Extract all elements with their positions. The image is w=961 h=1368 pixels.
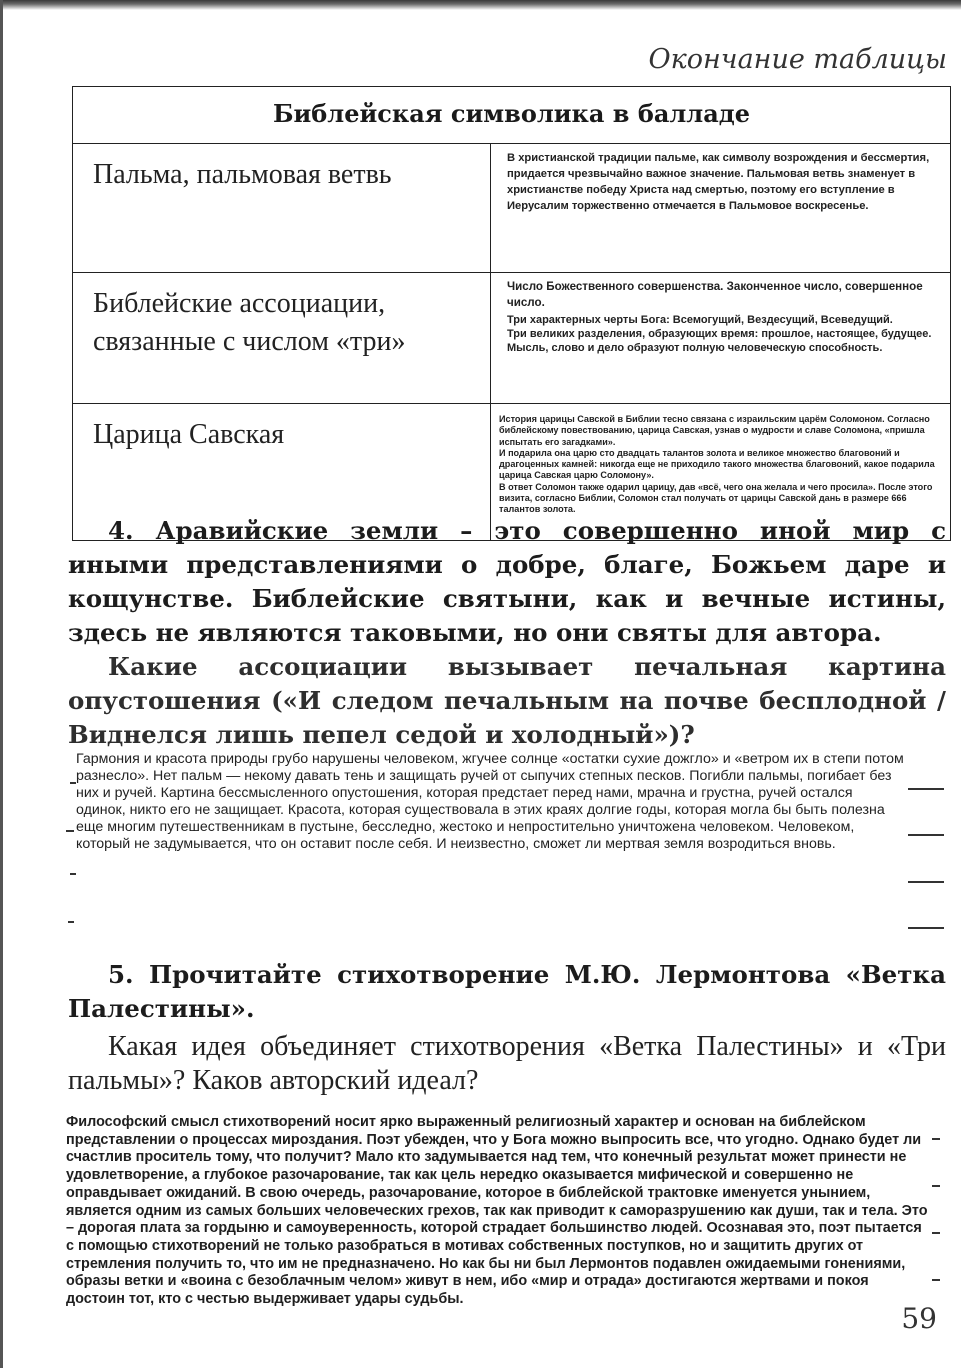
scan-edge-top [0,0,961,10]
table-row [73,273,951,404]
answer-line-mark [908,834,944,836]
answer-line-mark [70,873,76,875]
answer-line-mark [932,1138,940,1140]
answer-line-mark [70,782,76,784]
answer-5: Философский смысл стихотворений носит ярко выраженный религиозный характер и основан на библейском представлении о процессах мироздания. Поэт убежден, что у Бога можно выпросить все, что угодно. Однако будет ли счастлив проситель тому, что получит? Мало кто задумывается над тем, что конечный результат может принести не удовлетворение, а глубокое разочарование, так как цель нередко оказывается мифической и совершенно не оправдывает ожиданий. В свою очередь, разочарование, которое в библейской трактовке именуется унынием, является одним из самых больших человеческих грехов, так как приводит к саморазрушению как души, так и тела. Это – дорогая плата за гордыню и самоуверенность, которой страдает большинство людей. Осознавая это, поэт пытается с помощью стихотворений не только разобраться в мотивах собственных поступков, но и защитить других от стремления получить то, что им не предназначено. Но как бы ни был Лермонтов подавлен ожидаемыми гонениями, образы ветки и «воина с безоблачным челом» живут в нем, ибо «мир и отрада» достигаются жертвами и покоя достоин тот, кто с честью выдерживает удары судьбы. [66,1114,928,1308]
answer-line-mark [66,830,74,832]
desc-line: История царицы Савской в Библии тесно связана с израильским царём Соломоном. Согласно библейскому повествованию, царица Савская, узнав о мудрости и славе Соломона, «пришла испытать его загадками». [499,414,930,447]
question-4-intro [68,514,946,650]
desc-line: Три характерных черты Бога: Всемогущий, Вездесущий, Всеведущий. [507,314,893,326]
question-4-prompt [68,650,946,752]
answer-line-mark [908,927,944,929]
answer-line-mark [908,788,944,790]
scan-edge-left [0,0,3,1368]
question-5-text: 5. Прочитайте стихотворение М.Ю. Лермонтова «Ветка Палестины». [68,960,946,1023]
desc-line: Мысль, слово и дело образуют полную человеческую способность. [507,342,883,354]
desc-line: И подарила она царю сто двадцать талантов золота и великое множество благовоний и драгоценных камней: никогда еще не приходило такого множества благовоний, какое подарила царица Савская царю Соломону». [499,447,935,481]
table-title: Библейская символика в балладе [73,87,951,144]
page-number: 59 [901,1302,937,1335]
bible-symbolism-table [72,86,950,541]
answer-4: Гармония и красота природы грубо нарушены человеком, жгучее солнце «остатки сухие дожгло» и «ветром их в степи потом разнесло». Нет пальм — некому давать тень и защищать ручей от сыпучих степных песков. Погибли пальмы, погибает без них и ручей. Картина бессмысленного опустошения, которая предстает перед нами, мрачна и грустна, ручей остался одинок, никто его не защищает. Красота, которая существовала в этих краях долгие годы, которая могла бы быть полезна еще многим путешественникам в пустыне, бесследно, жестоко и непростительно уничтожена человеком. Человеком, который не задумывается, что он оставит после себя. И неизвестно, сможет ли мертвая земля возродиться вновь. [76,751,904,852]
row-term: Библейские ассоциации, связанные с числом «три» [73,273,491,404]
row-term: Пальма, пальмовая ветвь [73,144,491,273]
table-continuation-label: Окончание таблицы [648,44,947,75]
desc-line: В ответ Соломон также одарил царицу, дав «всё, чего она желала и чего просила». После этого визита, согласно Библии, Соломон стал получать от царицы Савской дань в размере 666 талантов золота. [499,481,933,515]
row-term: Царица Савская [73,404,491,541]
desc-line: Три великих разделения, образующих время: прошлое, настоящее, будущее. [507,328,932,340]
answer-line-mark [68,921,74,923]
answer-line-mark [932,1185,940,1187]
desc-line: Число Божественного совершенства. Законченное число, совершенное число. [507,280,923,309]
answer-line-mark [932,1279,940,1281]
question-4-question: Какие ассоциации вызывает печальная картина опустошения («И следом печальным на почве бесплодной / Виднелся лишь пепел седой и холодный»)? [68,652,946,749]
table-row [73,144,951,273]
row-description: В христианской традиции пальме, как символу возрождения и бессмертия, придается чрезвычайно важное значение. Пальмовая ветвь знаменует в христианстве победу Христа над смертью, поэтому его вступление в Иерусалим торжественно отмечается в Пальмовое воскресенье. [491,144,951,273]
question-5-intro [68,958,946,1026]
answer-line-mark [932,1232,940,1234]
row-description [491,273,951,404]
answer-line-mark [908,881,944,883]
question-4-text: 4. Аравийские земли – это совершенно иной мир с иными представлениями о добре, благе, Божьем даре и кощунстве. Библейские святыни, как и вечные истины, здесь не являются таковыми, но они святы для автора. [68,516,946,647]
question-5-question: Какая идея объединяет стихотворения «Ветка Палестины» и «Три пальмы»? Каков авторский идеал? [68,1031,946,1096]
